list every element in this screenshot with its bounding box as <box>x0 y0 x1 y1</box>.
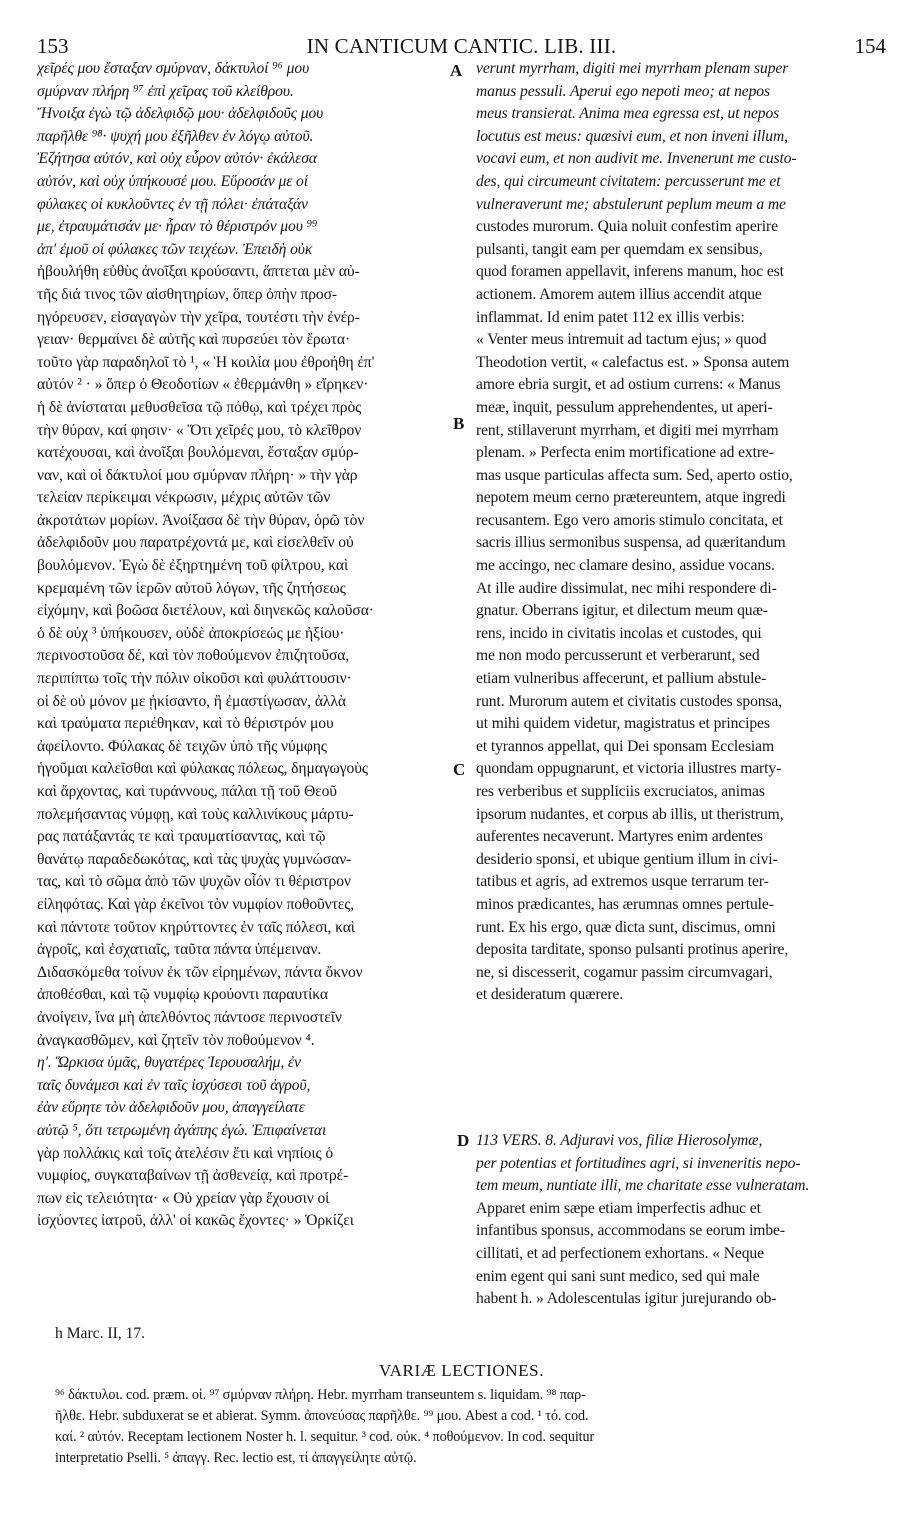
greek-text-line: νυμφίος, συγκαταβαίνων τῇ ἀσθενείᾳ, καὶ προτρέ- <box>37 1167 349 1185</box>
greek-text-line: εἰληφότας. Καὶ γὰρ ἐκεῖνοι τὸν νυμφίον ποθοῦντες, <box>37 895 355 913</box>
latin-text-line: ut mihi quidem videtur, magistratus et principes <box>476 715 770 733</box>
latin-text-line: plenam. » Perfecta enim mortificatione ad extre- <box>476 444 774 462</box>
greek-text-line: ἀγροῖς, καὶ ἐσχατιαῖς, ταῦτα πάντα ὑπέμειναν. <box>37 941 322 959</box>
greek-text-line: σμύρναν πλήρη ⁹⁷ ἐπὶ χεῖρας τοῦ κλείθρου. <box>37 82 294 100</box>
latin-text-line: ipsorum nudantes, et corpus ab illis, ut theristrum, <box>476 805 784 823</box>
variant-reading-line: interpretatio Pselli. ⁵ ἀπαγγ. Rec. lectio est, τί ἀπαγγείλητε αὐτῷ. <box>55 1450 417 1466</box>
latin-text-line: des, qui circumeunt civitatem: percusserunt me et <box>476 172 781 190</box>
greek-text-line: ταῖς δυνάμεσι καὶ ἐν ταῖς ἰσχύσεσι τοῦ ἀγροῦ, <box>37 1076 311 1094</box>
greek-text-line: ἡγοῦμαι καλεῖσθαι καὶ φύλακας πόλεως, δημαγωγοὺς <box>37 760 368 778</box>
latin-text-line: recusantem. Ego vero amoris stimulo concitata, et <box>476 511 783 529</box>
greek-text-line: τελείαν περίκειμαι νέκρωσιν, μέχρις αὐτῶν τῶν <box>37 489 331 507</box>
latin-text-line: etiam vulneribus affecerunt, et pallium abstule- <box>476 670 767 688</box>
greek-text-line: περιπίπτω τοῖς τὴν πόλιν οἰκοῦσι καὶ φυλάττουσιν· <box>37 670 352 688</box>
latin-text-line: habent h. » Adolescentulas igitur jurejurando ob- <box>476 1290 777 1308</box>
greek-text-line: ἀκροτάτων μορίων. Ἀνοίξασα δὲ τὴν θύραν, ὁρῶ τὸν <box>37 511 365 529</box>
latin-text-line: pulsanti, tangit eam per quemdam ex sensibus, <box>476 240 763 258</box>
greek-text-line: ἀνοίγειν, ἵνα μὴ ἀπελθόντος πάντοσε περινοστεῖν <box>37 1008 342 1026</box>
latin-text-line: tem meum, nuntiate illi, me charitate esse vulneratam. <box>476 1177 810 1195</box>
greek-text-line: φύλακες οἱ κυκλοῦντες ἐν τῇ πόλει· ἐπάταξάν <box>37 195 308 213</box>
latin-text-line: vocavi eum, et non audivit me. Invenerunt me custo- <box>476 150 797 168</box>
greek-text-line: τοῦτο γὰρ παραδηλοῖ τὸ ¹, « Ἡ κοιλία μου ἐθροήθη ἐπ' <box>37 353 375 371</box>
margin-letter-b: B <box>453 414 465 433</box>
greek-text-line: Ἐζήτησα αὐτόν, καὶ οὐχ εὗρον αὐτόν· ἐκάλεσα <box>37 150 317 168</box>
greek-text-line: οἱ δὲ οὐ μόνον με ᾐκίσαντο, ἢ ἐμαστίγωσαν, ἀλλὰ <box>37 692 346 710</box>
latin-text-line: me non modo percusserunt et verberarunt, sed <box>476 647 760 665</box>
greek-text-line: ἰσχύοντες ἰατροῦ, ἀλλ' οἱ κακῶς ἔχοντες· » Ὁρκίζει <box>37 1212 354 1230</box>
greek-text-line: ηγόρευσεν, εἰσαγαγὼν τὴν χεῖρα, τουτέστι τὴν ἐνέρ- <box>37 308 360 326</box>
greek-text-line: Διδασκόμεθα τοίνυν ἐκ τῶν εἰρημένων, πάντα ὄκνον <box>37 963 363 981</box>
greek-text-line: Ἤνοιξα ἐγὼ τῷ ἀδελφιδῷ μου· ἀδελφιδοῦς μου <box>37 105 324 123</box>
latin-text-line: desiderio sponsi, et ubique gentium illum in civi- <box>476 850 778 868</box>
greek-text-line: ἀποθέσθαι, καὶ τῷ νυμφίῳ κρούοντι παραυτίκα <box>37 986 328 1004</box>
latin-text-line: verunt myrrham, digiti mei myrrham plenam super <box>476 60 789 77</box>
greek-text-line: πολεμήσαντας νύμφῃ, καὶ τοὺς καλλινίκους μάρτυ- <box>37 805 354 823</box>
margin-letter-a: A <box>450 61 463 80</box>
greek-text-line: ἡ δὲ ἀνίσταται μεθυσθεῖσα τῷ πόθῳ, καὶ τρέχει πρὸς <box>37 398 362 416</box>
latin-text-line: meæ, inquit, pessulum apprehendentes, ut aperi- <box>476 398 773 416</box>
greek-text-line: αὐτόν, καὶ οὐχ ὑπήκουσέ μου. Εὕροσάν με οἱ <box>37 172 308 190</box>
latin-text-line: 113 VERS. 8. Adjuravi vos, filiæ Hierosolymæ, <box>476 1132 763 1149</box>
greek-text-line: καὶ ἄρχοντας, καὶ τυράννους, πάλαι τῇ τοῦ Θεοῦ <box>37 783 337 800</box>
running-title: IN CANTICUM CANTIC. LIB. III. <box>306 34 617 58</box>
latin-text-line: amore ebria surgit, et ad ostium currens: « Manus <box>476 376 781 394</box>
latin-text-line: quondam oppugnarunt, et victoria illustres marty- <box>476 760 782 778</box>
latin-text-line: res verberibus et suppliciis excruciatos, animas <box>476 783 765 800</box>
page-number-left: 153 <box>37 34 69 58</box>
greek-text-line: ἀναγκασθῶμεν, καὶ ζητεῖν τὸν ποθούμενον ⁴. <box>37 1031 315 1049</box>
latin-text-line: ne, si discesserit, cogamur passim circumvagari, <box>476 963 773 981</box>
greek-text-line: ἀφείλοντο. Φύλακας δὲ τειχῶν ὑπὸ τῆς νύμφης <box>37 737 327 755</box>
latin-text-line: runt. Ex his ergo, quæ dicta sunt, discimus, omni <box>476 918 776 936</box>
margin-letter-d: D <box>457 1131 470 1150</box>
greek-text-line: ὁ δὲ οὐχ ³ ὑπήκουσεν, οὐδὲ ἀποκρίσεώς με ἠξίου· <box>37 624 345 642</box>
greek-text-line: καὶ τραύματα περιέθηκαν, καὶ τὸ θέριστρόν μου <box>37 715 334 733</box>
page-number-right: 154 <box>854 34 886 58</box>
latin-text-line: rens, incido in civitatis incolas et custodes, qui <box>476 624 762 642</box>
greek-text-line: ἠβουλήθη εὐθὺς ἀνοῖξαι κρούσαντι, ἅπτεται μὲν αὐ- <box>37 263 360 281</box>
greek-text-line: με, ἐτραυμάτισάν με· ἦραν τὸ θέριστρόν μου ⁹⁹ <box>37 218 318 236</box>
latin-text-line: mas usque particulas affecta sum. Sed, aperto ostio, <box>476 466 793 484</box>
latin-text-line: custodes murorum. Quia noluit confestim aperire <box>476 218 778 236</box>
latin-text-line: deposita tarditate, sponso pulsanti protinus aperire, <box>476 941 789 959</box>
variae-lectiones-title: VARIÆ LECTIONES. <box>378 1361 545 1380</box>
latin-text-line: locutus est meus: quæsivi eum, et non inveni illum, <box>476 127 788 145</box>
latin-text-line: auferentes necaverunt. Martyres enim ardentes <box>476 828 763 846</box>
footnote: h Marc. II, 17. <box>55 1325 146 1342</box>
greek-text-line: ναν, καὶ οἱ δάκτυλοί μου σμύρναν πλήρη· » τὴν γὰρ <box>37 466 358 484</box>
latin-text-line: cillitati, et ad perfectionem exhortans. « Neque <box>476 1244 764 1262</box>
greek-text-line: ρας πατάξαντάς τε καὶ τραυματίσαντας, καὶ τῷ <box>37 828 326 846</box>
greek-text-line: αὐτῷ ⁵, ὅτι τετρωμένη ἀγάπης ἐγώ. Ἐπιφαίνεται <box>37 1121 327 1139</box>
latin-text-line: actionem. Amorem autem illius accendit atque <box>476 285 762 303</box>
variant-reading-line: ῆλθε. Hebr. subduxerat se et abierat. Symm. ἀπονεύσας παρῆλθε. ⁹⁹ μου. Abest a cod. ¹ τό. cod. <box>55 1408 589 1424</box>
latin-text-line: At ille audire dissimulat, nec mihi respondere di- <box>476 579 777 597</box>
variant-reading-line: καί. ² αὐτόν. Receptam lectionem Noster h. l. sequitur. ³ cod. οὐκ. ⁴ ποθούμενον. In cod. sequitur <box>55 1429 595 1445</box>
latin-text-line: sacris illius sermonibus suspensa, ad quæritandum <box>476 534 786 552</box>
latin-text-line: meus transierat. Anima mea egressa est, ut nepos <box>476 105 780 123</box>
greek-text-line: γειαν· θερμαίνει δὲ αὐτῆς καὶ πυρσεύει τὸν ἔρωτα· <box>37 331 351 349</box>
greek-text-line: τας, καὶ τὸ σῶμα ἀπὸ τῶν ψυχῶν οἷόν τι θέριστρον <box>37 873 351 891</box>
greek-text-line: ἀπ' ἐμοῦ οἱ φύλακες τῶν τειχέων. Ἐπειδὴ οὐκ <box>37 240 313 258</box>
greek-text-line: η'. Ὥρκισα ὑμᾶς, θυγατέρες Ἱερουσαλήμ, ἐν <box>37 1054 301 1072</box>
latin-text-line: rent, stillaverunt myrrham, et digiti mei myrrham <box>476 421 779 439</box>
latin-text-line: et tyrannos appellat, qui Dei sponsam Ecclesiam <box>476 737 774 755</box>
greek-text-line: κρεμαμένη τῶν ἱερῶν αὐτοῦ λόγων, τῆς ζητήσεως <box>37 579 346 597</box>
latin-text-line: runt. Murorum autem et civitatis custodes sponsa, <box>476 692 783 710</box>
latin-text-line: et desideratum quærere. <box>476 986 624 1004</box>
greek-text-line: γὰρ πολλάκις καὶ τοῖς ἀτελέσιν ἔτι καὶ νηπίοις ὁ <box>37 1144 334 1162</box>
latin-text-line: quod foramen appellavit, inferens manum, hoc est <box>476 263 784 281</box>
latin-text-line: vulneraverunt me; abstulerunt peplum meum a me <box>476 195 786 213</box>
greek-text-line: κατέχουσαι, καὶ ἀνοῖξαι βουλόμεναι, ἔσταξαν σμύρ- <box>37 444 359 462</box>
greek-text-line: πων εἰς τελειότητα· « Οὐ χρείαν γὰρ ἔχουσιν οἱ <box>37 1189 330 1207</box>
latin-text-line: nepotem meum cerno prætereuntem, atque ingredi <box>476 489 786 507</box>
greek-text-line: ἀδελφιδοῦν μου παρατρέχοντά με, καὶ εἰσελθεῖν οὐ <box>37 534 354 552</box>
greek-text-line: τὴν θύραν, καί φησιν· « Ὅτι χεῖρές μου, τὸ κλεῖθρον <box>37 421 362 439</box>
greek-text-line: καὶ πάντοτε τοῦτον κηρύττοντες ἐν ταῖς πόλεσι, καὶ <box>37 918 355 936</box>
running-header <box>37 34 886 60</box>
latin-text-line: gnatur. Oberrans igitur, et dilectum meum quæ- <box>476 602 768 620</box>
greek-text-line: αὐτόν ² · » ὅπερ ὁ Θεοδοτίων « ἐθερμάνθη » εἴρηκεν· <box>37 376 369 394</box>
greek-text-line: περινοστοῦσα δέ, καὶ τὸν ποθούμενον ἐπιζητοῦσα, <box>37 647 350 665</box>
latin-column <box>476 58 882 1007</box>
latin-column-verse-8 <box>476 1130 882 1311</box>
variant-reading-line: ⁹⁶ δάκτυλοι. cod. præm. οἱ. ⁹⁷ σμύρναν πλήρη. Hebr. myrrham transeuntem s. liquidam. ⁹⁸ παρ- <box>55 1387 586 1403</box>
latin-text-line: Apparet enim sæpe etiam imperfectis adhuc et <box>476 1199 761 1217</box>
latin-text-line: inflammat. Id enim patet 112 ex illis verbis: <box>476 308 745 326</box>
latin-text-line: Theodotion vertit, « calefactus est. » Sponsa autem <box>476 353 790 371</box>
latin-text-line: manus pessuli. Aperui ego nepoti meo; at nepos <box>476 82 770 100</box>
greek-text-line: θανάτῳ παραδεδωκότας, καὶ τὰς ψυχὰς γυμνώσαν- <box>37 850 352 868</box>
latin-text-line: « Venter meus intremuit ad tactum ejus; » quod <box>476 331 767 349</box>
variae-lectiones <box>55 1385 895 1469</box>
greek-text-line: εἰχόμην, καὶ βοῶσα διετέλουν, καὶ διηνεκῶς καλοῦσα· <box>37 602 374 620</box>
greek-text-line: παρῆλθε ⁹⁸· ψυχή μου ἐξῆλθεν ἐν λόγῳ αὐτοῦ. <box>37 127 314 145</box>
margin-letter-c: C <box>453 760 466 779</box>
latin-text-line: per potentias et fortitudines agri, si inveneritis nepo- <box>476 1154 801 1172</box>
greek-text-line: ἐὰν εὕρητε τὸν ἀδελφιδοῦν μου, ἀπαγγείλατε <box>37 1099 305 1117</box>
latin-text-line: tatibus et agris, ad extremos usque terrarum ter- <box>476 873 769 891</box>
greek-text-line: χεῖρές μου ἔσταξαν σμύρναν, δάκτυλοί ⁹⁶ μου <box>37 60 310 77</box>
latin-text-line: me accingo, nec clamare desino, assidue vocans. <box>476 557 775 575</box>
latin-text-line: minos prædicantes, has ærumnas omnes pertule- <box>476 895 774 913</box>
latin-text-line: enim egent qui sani sunt medico, sed qui male <box>476 1267 760 1285</box>
latin-text-line: infantibus sponsus, accommodans se eorum imbe- <box>476 1222 785 1240</box>
greek-text-line: βουλόμενον. Ἐγὼ δὲ ἐξηρτημένη τοῦ φίλτρου, καὶ <box>37 557 349 575</box>
greek-column <box>37 58 457 1233</box>
greek-text-line: τῆς διά τινος τῶν αἰσθητηρίων, ὅπερ ὀπὴν προσ- <box>37 285 337 303</box>
